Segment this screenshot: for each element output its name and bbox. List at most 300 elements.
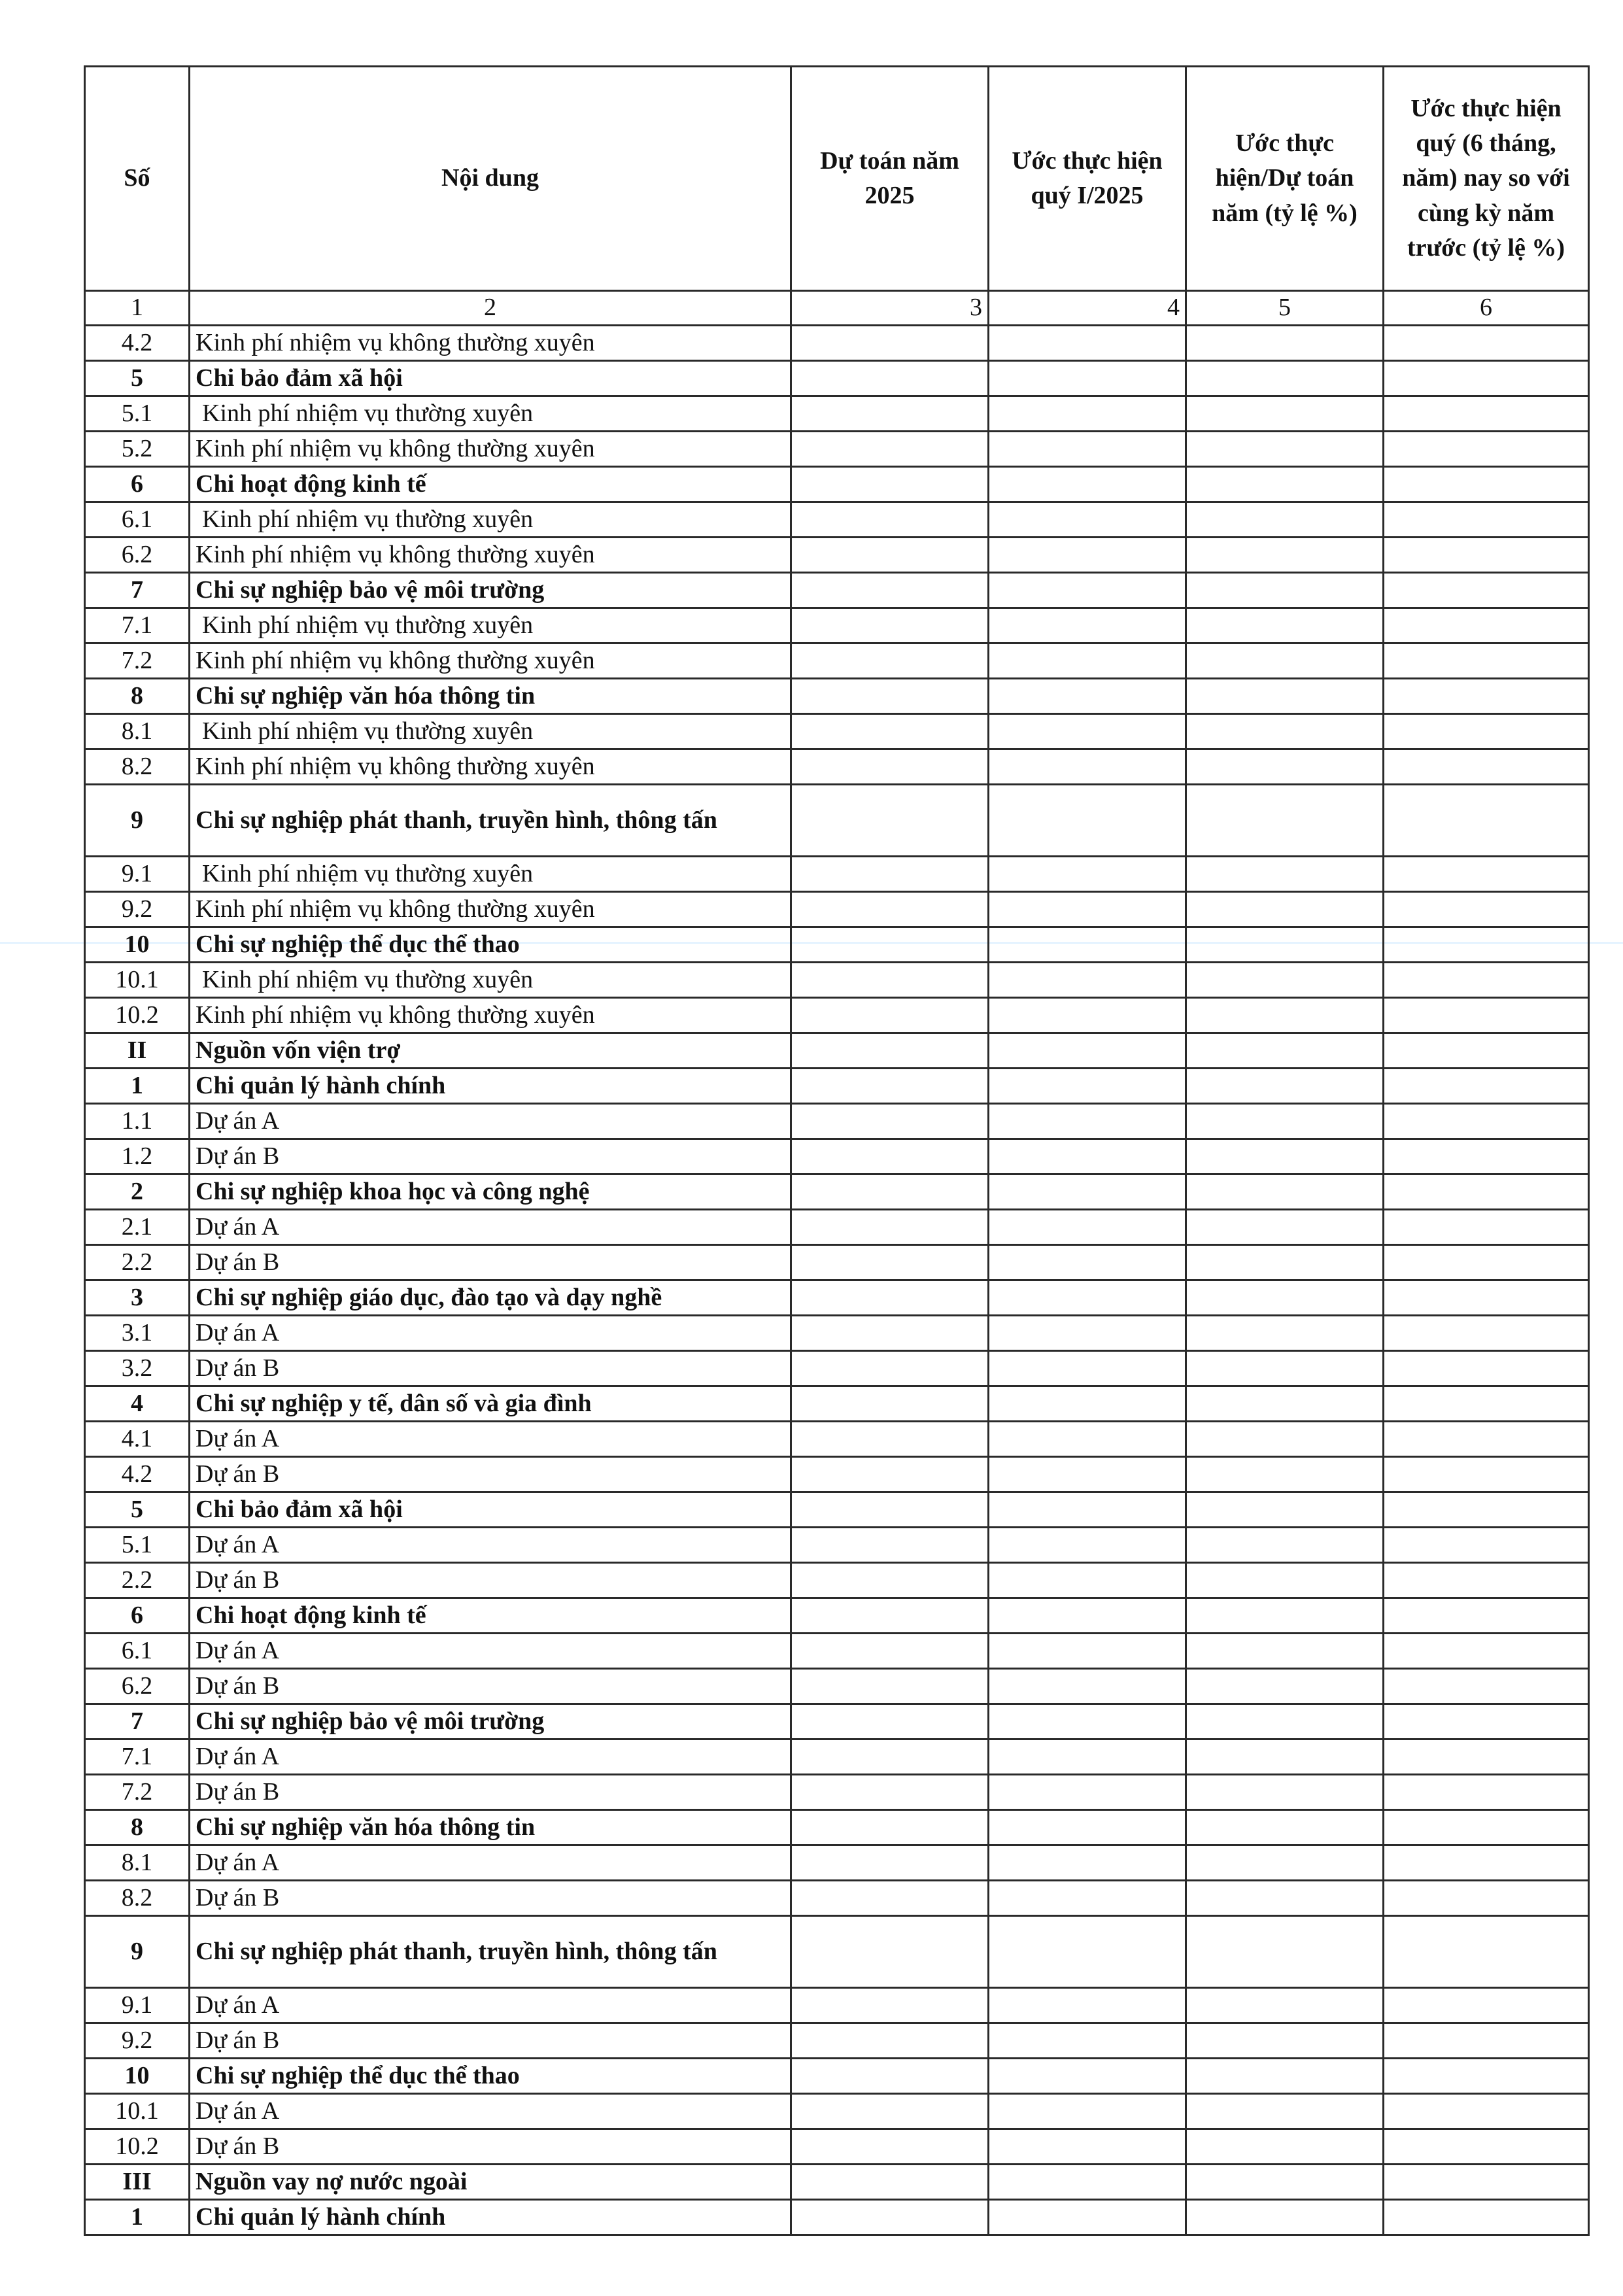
ratio-cell — [1186, 1069, 1384, 1104]
row-number: 9.1 — [85, 857, 190, 892]
row-number: 7.2 — [85, 643, 190, 679]
row-content: Chi bảo đảm xã hội — [190, 361, 791, 396]
budget-cell — [791, 1033, 989, 1069]
table-row — [85, 1775, 1589, 1810]
ratio-cell — [1186, 1563, 1384, 1598]
table-row — [85, 1845, 1589, 1881]
yoy-cell — [1384, 2165, 1589, 2200]
row-content: Kinh phí nhiệm vụ không thường xuyên — [190, 892, 791, 927]
table-row — [85, 396, 1589, 432]
budget-cell — [791, 432, 989, 467]
table-row — [85, 2023, 1589, 2059]
estimate-q1-cell — [989, 1845, 1186, 1881]
estimate-q1-cell — [989, 1988, 1186, 2023]
yoy-cell — [1384, 643, 1589, 679]
row-content: Chi sự nghiệp bảo vệ môi trường — [190, 573, 791, 608]
ratio-cell — [1186, 502, 1384, 538]
row-number: 8 — [85, 679, 190, 714]
estimate-q1-cell — [989, 2059, 1186, 2094]
ratio-cell — [1186, 432, 1384, 467]
table-row — [85, 1139, 1589, 1174]
ratio-cell — [1186, 1988, 1384, 2023]
budget-cell — [791, 1669, 989, 1704]
row-number: 10 — [85, 2059, 190, 2094]
row-content: Dự án A — [190, 1528, 791, 1563]
ratio-cell — [1186, 1351, 1384, 1386]
row-number: 3.2 — [85, 1351, 190, 1386]
row-content: Kinh phí nhiệm vụ không thường xuyên — [190, 538, 791, 573]
row-content: Dự án B — [190, 2023, 791, 2059]
header-stt: Số — [85, 67, 190, 291]
estimate-q1-cell — [989, 1069, 1186, 1104]
estimate-q1-cell — [989, 608, 1186, 643]
table-row — [85, 1634, 1589, 1669]
row-content: Dự án A — [190, 1104, 791, 1139]
ratio-cell — [1186, 963, 1384, 998]
budget-cell — [791, 361, 989, 396]
estimate-q1-cell — [989, 467, 1186, 502]
budget-cell — [791, 2200, 989, 2235]
row-content: Nguồn vay nợ nước ngoài — [190, 2165, 791, 2200]
budget-cell — [791, 573, 989, 608]
row-number: 10.2 — [85, 2129, 190, 2165]
budget-cell — [791, 1386, 989, 1422]
row-content: Chi sự nghiệp khoa học và công nghệ — [190, 1174, 791, 1210]
row-content: Chi sự nghiệp giáo dục, đào tạo và dạy nghề — [190, 1280, 791, 1316]
estimate-q1-cell — [989, 1033, 1186, 1069]
header-estimate-q1: Ước thực hiện quý I/2025 — [989, 67, 1186, 291]
budget-cell — [791, 2129, 989, 2165]
row-content: Chi sự nghiệp thể dục thể thao — [190, 2059, 791, 2094]
budget-cell — [791, 396, 989, 432]
yoy-cell — [1384, 1316, 1589, 1351]
row-content: Chi quản lý hành chính — [190, 1069, 791, 1104]
table-row — [85, 1669, 1589, 1704]
estimate-q1-cell — [989, 857, 1186, 892]
yoy-cell — [1384, 2059, 1589, 2094]
table-row — [85, 2059, 1589, 2094]
row-content: Dự án A — [190, 1422, 791, 1457]
table-row — [85, 608, 1589, 643]
row-number: II — [85, 1033, 190, 1069]
table-row — [85, 1457, 1589, 1492]
yoy-cell — [1384, 432, 1589, 467]
budget-cell — [791, 1351, 989, 1386]
estimate-q1-cell — [989, 2165, 1186, 2200]
ratio-cell — [1186, 643, 1384, 679]
row-content: Dự án B — [190, 1139, 791, 1174]
ratio-cell — [1186, 2059, 1384, 2094]
table-row — [85, 679, 1589, 714]
yoy-cell — [1384, 1457, 1589, 1492]
ratio-cell — [1186, 785, 1384, 857]
row-number: 5 — [85, 361, 190, 396]
yoy-cell — [1384, 2094, 1589, 2129]
ratio-cell — [1186, 1669, 1384, 1704]
budget-cell — [791, 1210, 989, 1245]
estimate-q1-cell — [989, 1810, 1186, 1845]
table-row — [85, 1916, 1589, 1988]
estimate-q1-cell — [989, 1457, 1186, 1492]
budget-table-page — [84, 65, 1588, 2236]
yoy-cell — [1384, 714, 1589, 749]
yoy-cell — [1384, 1139, 1589, 1174]
row-content: Chi sự nghiệp văn hóa thông tin — [190, 679, 791, 714]
budget-cell — [791, 1069, 989, 1104]
yoy-cell — [1384, 679, 1589, 714]
ratio-cell — [1186, 1881, 1384, 1916]
estimate-q1-cell — [989, 2023, 1186, 2059]
table-header-row — [85, 67, 1589, 291]
estimate-q1-cell — [989, 573, 1186, 608]
yoy-cell — [1384, 1528, 1589, 1563]
row-content: Chi sự nghiệp thể dục thể thao — [190, 927, 791, 963]
row-content: Chi hoạt động kinh tế — [190, 1598, 791, 1634]
row-number: 9.2 — [85, 2023, 190, 2059]
budget-cell — [791, 1139, 989, 1174]
ratio-cell — [1186, 1280, 1384, 1316]
table-row — [85, 1528, 1589, 1563]
ratio-cell — [1186, 538, 1384, 573]
row-number: 7 — [85, 573, 190, 608]
row-number: 10.1 — [85, 2094, 190, 2129]
row-number: 6.2 — [85, 1669, 190, 1704]
table-row — [85, 1316, 1589, 1351]
row-content: Kinh phí nhiệm vụ thường xuyên — [190, 608, 791, 643]
yoy-cell — [1384, 502, 1589, 538]
estimate-q1-cell — [989, 1881, 1186, 1916]
row-content: Dự án B — [190, 1563, 791, 1598]
row-number: 7.2 — [85, 1775, 190, 1810]
yoy-cell — [1384, 361, 1589, 396]
yoy-cell — [1384, 1881, 1589, 1916]
budget-cell — [791, 927, 989, 963]
ratio-cell — [1186, 1033, 1384, 1069]
column-number: 3 — [791, 291, 989, 326]
table-row — [85, 927, 1589, 963]
yoy-cell — [1384, 608, 1589, 643]
yoy-cell — [1384, 1351, 1589, 1386]
table-row — [85, 1704, 1589, 1739]
header-budget-2025: Dự toán năm 2025 — [791, 67, 989, 291]
estimate-q1-cell — [989, 963, 1186, 998]
ratio-cell — [1186, 1386, 1384, 1422]
table-row — [85, 1598, 1589, 1634]
yoy-cell — [1384, 892, 1589, 927]
ratio-cell — [1186, 998, 1384, 1033]
ratio-cell — [1186, 2129, 1384, 2165]
table-row — [85, 643, 1589, 679]
row-number: 2.2 — [85, 1563, 190, 1598]
table-row — [85, 1210, 1589, 1245]
table-row — [85, 857, 1589, 892]
estimate-q1-cell — [989, 679, 1186, 714]
ratio-cell — [1186, 1492, 1384, 1528]
row-content: Chi sự nghiệp bảo vệ môi trường — [190, 1704, 791, 1739]
row-number: 4.2 — [85, 326, 190, 361]
estimate-q1-cell — [989, 2200, 1186, 2235]
estimate-q1-cell — [989, 1528, 1186, 1563]
row-number: 9 — [85, 785, 190, 857]
estimate-q1-cell — [989, 749, 1186, 785]
ratio-cell — [1186, 892, 1384, 927]
table-row — [85, 573, 1589, 608]
ratio-cell — [1186, 467, 1384, 502]
row-number: 1 — [85, 1069, 190, 1104]
estimate-q1-cell — [989, 785, 1186, 857]
ratio-cell — [1186, 1316, 1384, 1351]
table-row — [85, 467, 1589, 502]
row-content: Dự án A — [190, 1988, 791, 2023]
budget-cell — [791, 1739, 989, 1775]
row-content: Chi sự nghiệp phát thanh, truyền hình, thông tấn — [190, 785, 791, 857]
row-number: 1.2 — [85, 1139, 190, 1174]
budget-cell — [791, 1528, 989, 1563]
estimate-q1-cell — [989, 998, 1186, 1033]
budget-cell — [791, 538, 989, 573]
row-content: Dự án A — [190, 2094, 791, 2129]
ratio-cell — [1186, 326, 1384, 361]
ratio-cell — [1186, 714, 1384, 749]
table-row — [85, 892, 1589, 927]
ratio-cell — [1186, 1174, 1384, 1210]
row-number: 3.1 — [85, 1316, 190, 1351]
row-number: 2.2 — [85, 1245, 190, 1280]
estimate-q1-cell — [989, 1598, 1186, 1634]
column-number: 5 — [1186, 291, 1384, 326]
yoy-cell — [1384, 1669, 1589, 1704]
table-row — [85, 1174, 1589, 1210]
table-row — [85, 998, 1589, 1033]
table-row — [85, 1422, 1589, 1457]
table-row — [85, 1245, 1589, 1280]
row-number: 4.1 — [85, 1422, 190, 1457]
table-row — [85, 749, 1589, 785]
budget-cell — [791, 502, 989, 538]
estimate-q1-cell — [989, 502, 1186, 538]
budget-cell — [791, 643, 989, 679]
budget-cell — [791, 608, 989, 643]
row-content: Dự án A — [190, 1845, 791, 1881]
row-number: 4.2 — [85, 1457, 190, 1492]
budget-cell — [791, 1104, 989, 1139]
row-content: Chi sự nghiệp y tế, dân số và gia đình — [190, 1386, 791, 1422]
budget-cell — [791, 2165, 989, 2200]
table-row — [85, 2094, 1589, 2129]
row-content: Dự án B — [190, 2129, 791, 2165]
row-content: Dự án B — [190, 1245, 791, 1280]
budget-cell — [791, 857, 989, 892]
ratio-cell — [1186, 608, 1384, 643]
yoy-cell — [1384, 1988, 1589, 2023]
estimate-q1-cell — [989, 1422, 1186, 1457]
row-content: Kinh phí nhiệm vụ không thường xuyên — [190, 432, 791, 467]
row-number: 1 — [85, 2200, 190, 2235]
yoy-cell — [1384, 1386, 1589, 1422]
row-number: 5.1 — [85, 396, 190, 432]
row-content: Chi hoạt động kinh tế — [190, 467, 791, 502]
yoy-cell — [1384, 1174, 1589, 1210]
row-number: 5 — [85, 1492, 190, 1528]
yoy-cell — [1384, 998, 1589, 1033]
budget-table — [84, 65, 1590, 2236]
row-number: 6.1 — [85, 1634, 190, 1669]
row-content: Dự án B — [190, 1457, 791, 1492]
budget-cell — [791, 749, 989, 785]
ratio-cell — [1186, 1139, 1384, 1174]
column-number: 1 — [85, 291, 190, 326]
row-content: Chi bảo đảm xã hội — [190, 1492, 791, 1528]
header-estimate-vs-budget: Ước thực hiện/Dự toán năm (tỷ lệ %) — [1186, 67, 1384, 291]
ratio-cell — [1186, 857, 1384, 892]
row-number: 8.2 — [85, 1881, 190, 1916]
yoy-cell — [1384, 785, 1589, 857]
row-number: 6 — [85, 1598, 190, 1634]
row-number: 6 — [85, 467, 190, 502]
ratio-cell — [1186, 2094, 1384, 2129]
ratio-cell — [1186, 749, 1384, 785]
yoy-cell — [1384, 927, 1589, 963]
table-row — [85, 432, 1589, 467]
estimate-q1-cell — [989, 1704, 1186, 1739]
ratio-cell — [1186, 1104, 1384, 1139]
budget-cell — [791, 1916, 989, 1988]
row-number: 9.2 — [85, 892, 190, 927]
row-number: 6.1 — [85, 502, 190, 538]
estimate-q1-cell — [989, 1104, 1186, 1139]
column-number: 2 — [190, 291, 791, 326]
header-yoy-comparison: Ước thực hiện quý (6 tháng, năm) nay so với cùng kỳ năm trước (tỷ lệ %) — [1384, 67, 1589, 291]
budget-cell — [791, 1634, 989, 1669]
table-row — [85, 1104, 1589, 1139]
table-row — [85, 1739, 1589, 1775]
ratio-cell — [1186, 1916, 1384, 1988]
budget-cell — [791, 1775, 989, 1810]
table-row — [85, 2129, 1589, 2165]
budget-cell — [791, 1598, 989, 1634]
row-number: III — [85, 2165, 190, 2200]
estimate-q1-cell — [989, 1563, 1186, 1598]
table-row — [85, 1280, 1589, 1316]
ratio-cell — [1186, 2023, 1384, 2059]
estimate-q1-cell — [989, 1316, 1186, 1351]
yoy-cell — [1384, 1033, 1589, 1069]
ratio-cell — [1186, 1775, 1384, 1810]
ratio-cell — [1186, 573, 1384, 608]
table-row — [85, 361, 1589, 396]
row-number: 6.2 — [85, 538, 190, 573]
yoy-cell — [1384, 963, 1589, 998]
column-number: 4 — [989, 291, 1186, 326]
yoy-cell — [1384, 538, 1589, 573]
row-number: 10 — [85, 927, 190, 963]
table-row — [85, 502, 1589, 538]
budget-cell — [791, 467, 989, 502]
table-row — [85, 1386, 1589, 1422]
budget-cell — [791, 963, 989, 998]
row-content: Dự án A — [190, 1739, 791, 1775]
yoy-cell — [1384, 1104, 1589, 1139]
yoy-cell — [1384, 396, 1589, 432]
row-number: 8.1 — [85, 1845, 190, 1881]
row-number: 8.2 — [85, 749, 190, 785]
row-content: Kinh phí nhiệm vụ không thường xuyên — [190, 749, 791, 785]
budget-cell — [791, 2059, 989, 2094]
ratio-cell — [1186, 1245, 1384, 1280]
ratio-cell — [1186, 1845, 1384, 1881]
estimate-q1-cell — [989, 538, 1186, 573]
estimate-q1-cell — [989, 1634, 1186, 1669]
row-content: Dự án A — [190, 1210, 791, 1245]
budget-cell — [791, 1316, 989, 1351]
yoy-cell — [1384, 2200, 1589, 2235]
yoy-cell — [1384, 467, 1589, 502]
yoy-cell — [1384, 1704, 1589, 1739]
ratio-cell — [1186, 679, 1384, 714]
budget-cell — [791, 1810, 989, 1845]
row-number: 2 — [85, 1174, 190, 1210]
budget-cell — [791, 2094, 989, 2129]
budget-cell — [791, 714, 989, 749]
row-number: 10.1 — [85, 963, 190, 998]
budget-cell — [791, 1245, 989, 1280]
row-content: Chi sự nghiệp văn hóa thông tin — [190, 1810, 791, 1845]
yoy-cell — [1384, 1916, 1589, 1988]
estimate-q1-cell — [989, 1280, 1186, 1316]
column-number-row — [85, 291, 1589, 326]
table-row — [85, 1988, 1589, 2023]
table-row — [85, 1033, 1589, 1069]
row-content: Kinh phí nhiệm vụ không thường xuyên — [190, 326, 791, 361]
row-number: 3 — [85, 1280, 190, 1316]
estimate-q1-cell — [989, 643, 1186, 679]
ratio-cell — [1186, 1422, 1384, 1457]
row-number: 8.1 — [85, 714, 190, 749]
budget-cell — [791, 1422, 989, 1457]
table-row — [85, 326, 1589, 361]
row-content: Kinh phí nhiệm vụ thường xuyên — [190, 963, 791, 998]
estimate-q1-cell — [989, 1739, 1186, 1775]
budget-cell — [791, 1492, 989, 1528]
row-content: Chi sự nghiệp phát thanh, truyền hình, thông tấn — [190, 1916, 791, 1988]
table-row — [85, 1492, 1589, 1528]
row-number: 7.1 — [85, 1739, 190, 1775]
yoy-cell — [1384, 1845, 1589, 1881]
yoy-cell — [1384, 1422, 1589, 1457]
yoy-cell — [1384, 326, 1589, 361]
row-number: 4 — [85, 1386, 190, 1422]
table-row — [85, 1810, 1589, 1845]
estimate-q1-cell — [989, 2129, 1186, 2165]
ratio-cell — [1186, 1810, 1384, 1845]
yoy-cell — [1384, 2023, 1589, 2059]
yoy-cell — [1384, 1563, 1589, 1598]
estimate-q1-cell — [989, 1210, 1186, 1245]
row-content: Dự án A — [190, 1316, 791, 1351]
table-row — [85, 714, 1589, 749]
row-content: Kinh phí nhiệm vụ thường xuyên — [190, 857, 791, 892]
table-row — [85, 2200, 1589, 2235]
budget-cell — [791, 2023, 989, 2059]
table-row — [85, 2165, 1589, 2200]
budget-cell — [791, 679, 989, 714]
estimate-q1-cell — [989, 1174, 1186, 1210]
row-number: 2.1 — [85, 1210, 190, 1245]
row-content: Kinh phí nhiệm vụ thường xuyên — [190, 714, 791, 749]
yoy-cell — [1384, 1810, 1589, 1845]
estimate-q1-cell — [989, 714, 1186, 749]
budget-cell — [791, 1881, 989, 1916]
